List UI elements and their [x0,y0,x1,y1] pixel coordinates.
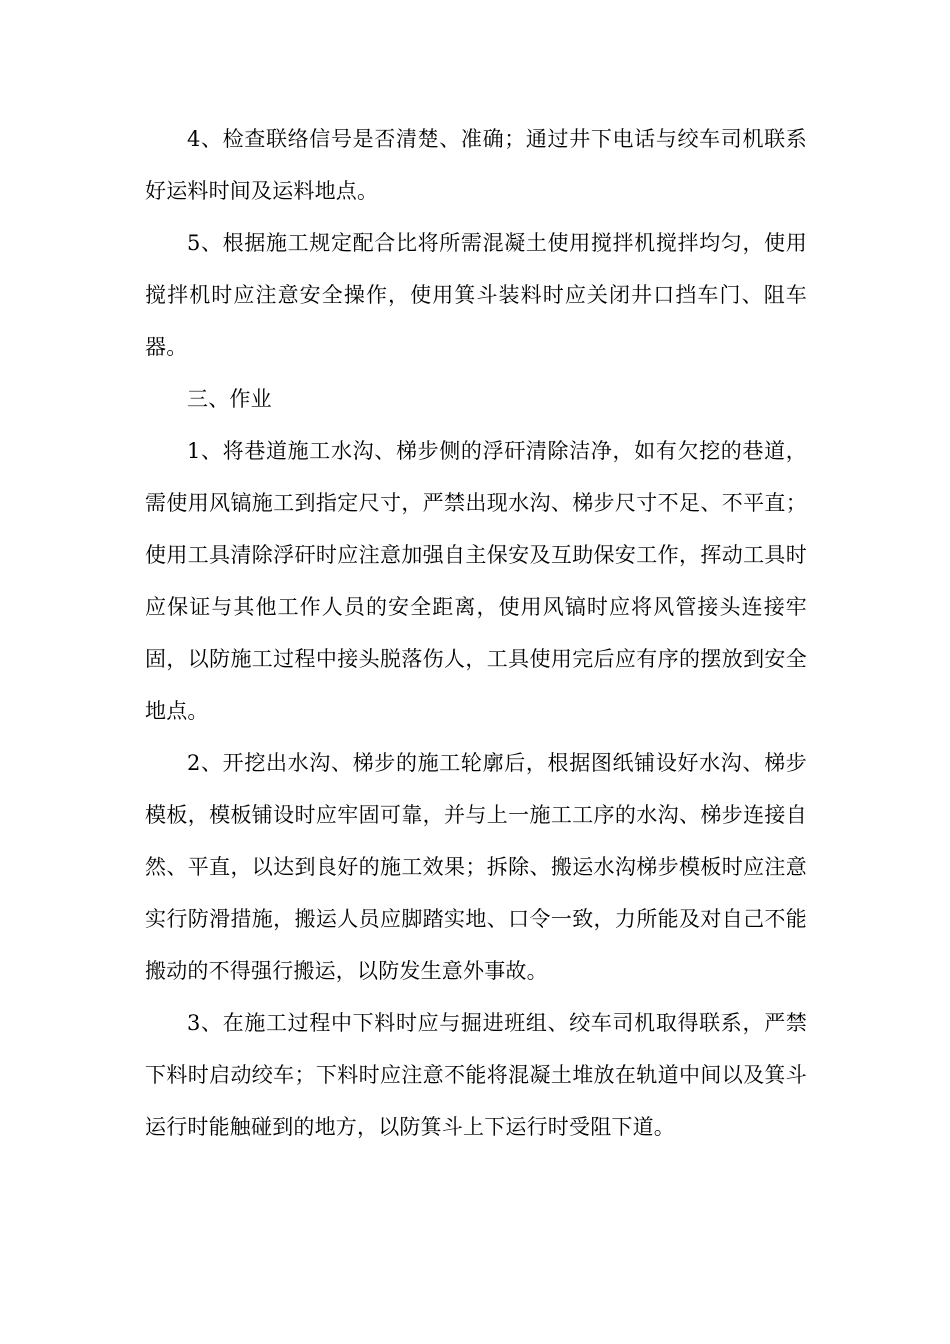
document-body [145,113,807,1153]
paragraph-step-2: 2、开挖出水沟、梯步的施工轮廓后，根据图纸铺设好水沟、梯步模板，模板铺设时应牢固可靠，并与上一施工工序的水沟、梯步连接自然、平直，以达到良好的施工效果；拆除、搬运水沟梯步模板时应注意实行防滑措施，搬运人员应脚踏实地、口令一致，力所能及对自己不能搬动的不得强行搬运，以防发生意外事故。 [145,751,807,983]
paragraph-step-3: 3、在施工过程中下料时应与掘进班组、绞车司机取得联系，严禁下料时启动绞车；下料时应注意不能将混凝土堆放在轨道中间以及箕斗运行时能触碰到的地方，以防箕斗上下运行时受阻下道。 [145,1011,807,1139]
paragraph-item-4: 4、检查联络信号是否清楚、准确；通过井下电话与绞车司机联系好运料时间及运料地点。 [145,127,807,203]
paragraph-item-5: 5、根据施工规定配合比将所需混凝土使用搅拌机搅拌均匀，使用搅拌机时应注意安全操作，使用箕斗装料时应关闭井口挡车门、阻车器。 [145,231,807,359]
section-heading-operations: 三、作业 [187,387,272,411]
paragraph-step-1: 1、将巷道施工水沟、梯步侧的浮矸清除洁净，如有欠挖的巷道，需使用风镐施工到指定尺寸，严禁出现水沟、梯步尺寸不足、不平直；使用工具清除浮矸时应注意加强自主保安及互助保安工作，挥动工具时应保证与其他工作人员的安全距离，使用风镐时应将风管接头连接牢固，以防施工过程中接头脱落伤人，工具使用完后应有序的摆放到安全地点。 [145,439,807,723]
